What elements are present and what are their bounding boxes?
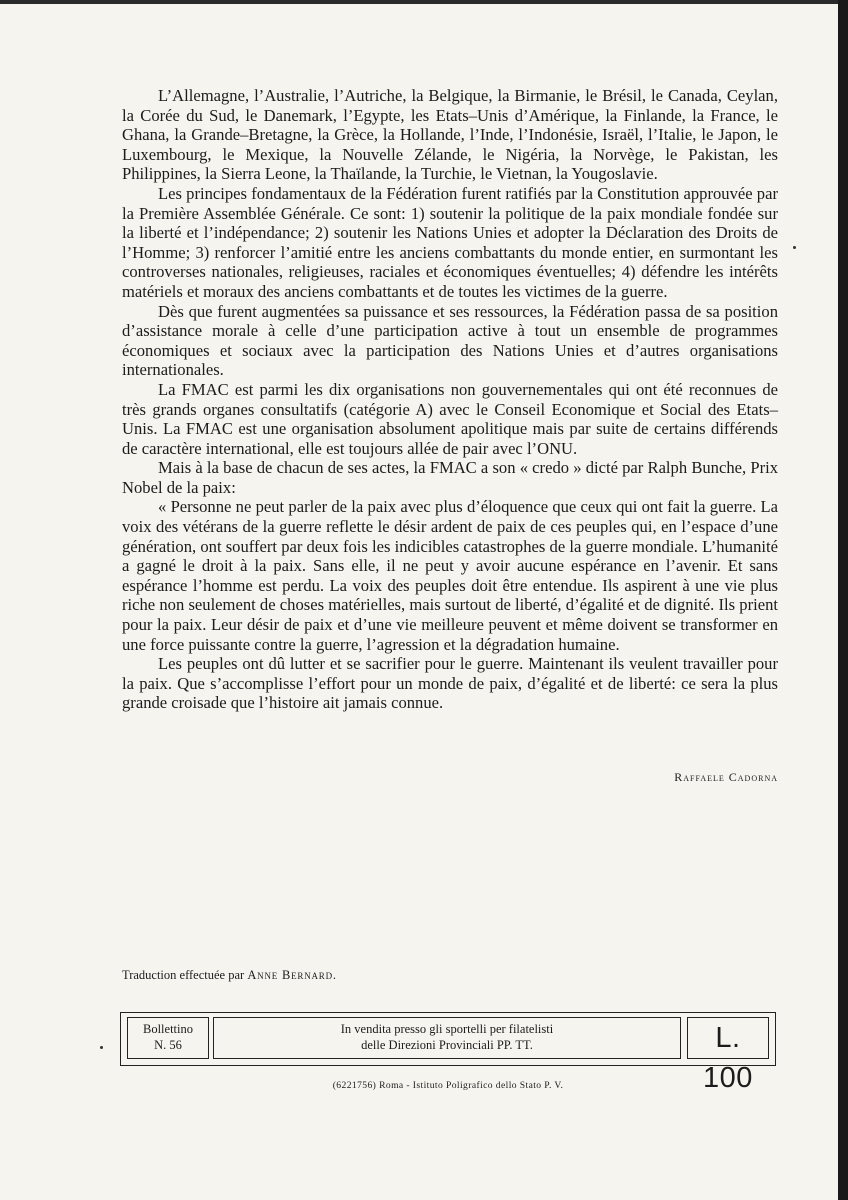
author-signature: Raffaele Cadorna <box>674 770 778 784</box>
sale-info-box <box>213 1017 681 1059</box>
paragraph-principles: Les principes fondamentaux de la Fédération furent ratifiés par la Constitution approuvée par la Première Assemblée Générale. Ce sont: 1) soutenir la politique de la paix mondiale fondée sur la liberté et l’indépendance; 2) soutenir les Nations Unies et adopter la Déclaration des Droits de l’Homme; 3) renforcer l’amitié entre les anciens combattants du monde entier, en surmontant les controverses nationales, religieuses, raciales et économiques éventuelles; 4) défendre les intérêts matériels et moraux des anciens combattants et de toutes les victimes de la guerre. <box>122 183 778 301</box>
scan-edge-top <box>0 0 848 4</box>
sale-line-1: In vendita presso gli sportelli per filatelisti <box>340 1022 554 1036</box>
paragraph-credo-quote: « Personne ne peut parler de la paix avec plus d’éloquence que ceux qui ont fait la guerre. La voix des vétérans de la guerre reflette le désir ardent de paix de ces peuples qui, en l’espace d’une génération, ont souffert par deux fois les indicibles catastrophes de la guerre mondiale. L’humanité a gagné le droit à la paix. Sans elle, il ne peut y avoir aucune espérance en l’avenir. Et sans espérance l’homme est perdu. La voix des peuples doit être entendue. Ils aspirent à une vie plus riche non seulement de choses matérielles, mais surtout de liberté, d’égalité et de dignité. Ils prient pour la paix. Leur désir de paix et d’une vie meilleure peuvent et même doivent se transformer en une force puissante contre la guerre, l’agression et la dégradation humaine. <box>122 497 778 654</box>
paragraph-conclusion: Les peuples ont dû lutter et se sacrifier pour le guerre. Maintenant ils veulent travailler pour la paix. Que s’accomplisse l’effort pour un monde de paix, d’égalité et de liberté: ce sera la plus grande croisade que l’histoire ait jamais connue. <box>122 654 778 713</box>
scan-edge-right <box>838 0 848 1200</box>
printer-imprint: (6221756) Roma - Istituto Poligrafico dello Stato P. V. <box>332 1080 564 1091</box>
bulletin-label: Bollettino <box>143 1022 193 1036</box>
translation-prefix: Traduction effectuée par <box>122 968 245 982</box>
paragraph-credo-intro: Mais à la base de chacun de ses actes, la FMAC a son « credo » dicté par Ralph Bunche, Prix Nobel de la paix: <box>122 458 778 497</box>
scan-speck <box>100 1046 103 1049</box>
paragraph-member-countries: L’Allemagne, l’Australie, l’Autriche, la Belgique, la Birmanie, le Brésil, le Canada, Ceylan, la Corée du Sud, le Danemark, l’Egypte, les Etats–Unis d’Amérique, la Finlande, la France, le Ghana, la Grande–Bretagne, la Grèce, la Hollande, l’Inde, l’Indonésie, Israël, l’Italie, le Japon, le Luxembourg, le Mexique, la Nouvelle Zélande, le Nigéria, la Norvège, le Pakistan, les Philippines, la Sierra Leone, la Thaïlande, la Turchie, le Vietnan, la Yougoslavie. <box>122 86 778 184</box>
price-box: L. 100 <box>687 1017 769 1059</box>
sale-line-2: delle Direzioni Provinciali PP. TT. <box>361 1038 533 1052</box>
paragraph-fmac-status: La FMAC est parmi les dix organisations non gouvernementales qui ont été reconnues de très grands organes consultatifs (catégorie A) avec le Conseil Economique et Social des Etats–Unis. La FMAC est une organisation absolument apolitique mais par suite de certains différends de caractère international, elle est toujours allée de pair avec l’ONU. <box>122 379 778 458</box>
translator-name: Anne Bernard. <box>247 968 337 982</box>
article-body <box>122 86 778 713</box>
bulletin-number: N. 56 <box>154 1038 182 1052</box>
bulletin-box <box>127 1017 209 1059</box>
paragraph-resources: Dès que furent augmentées sa puissance et ses ressources, la Fédération passa de sa position d’assistance morale à celle d’une participation active à tout un ensemble de programmes économiques et sociaux avec la participation des Nations Unies et d’autres organisations internationales. <box>122 301 778 380</box>
scan-speck <box>793 246 796 249</box>
translation-credit <box>122 968 337 983</box>
